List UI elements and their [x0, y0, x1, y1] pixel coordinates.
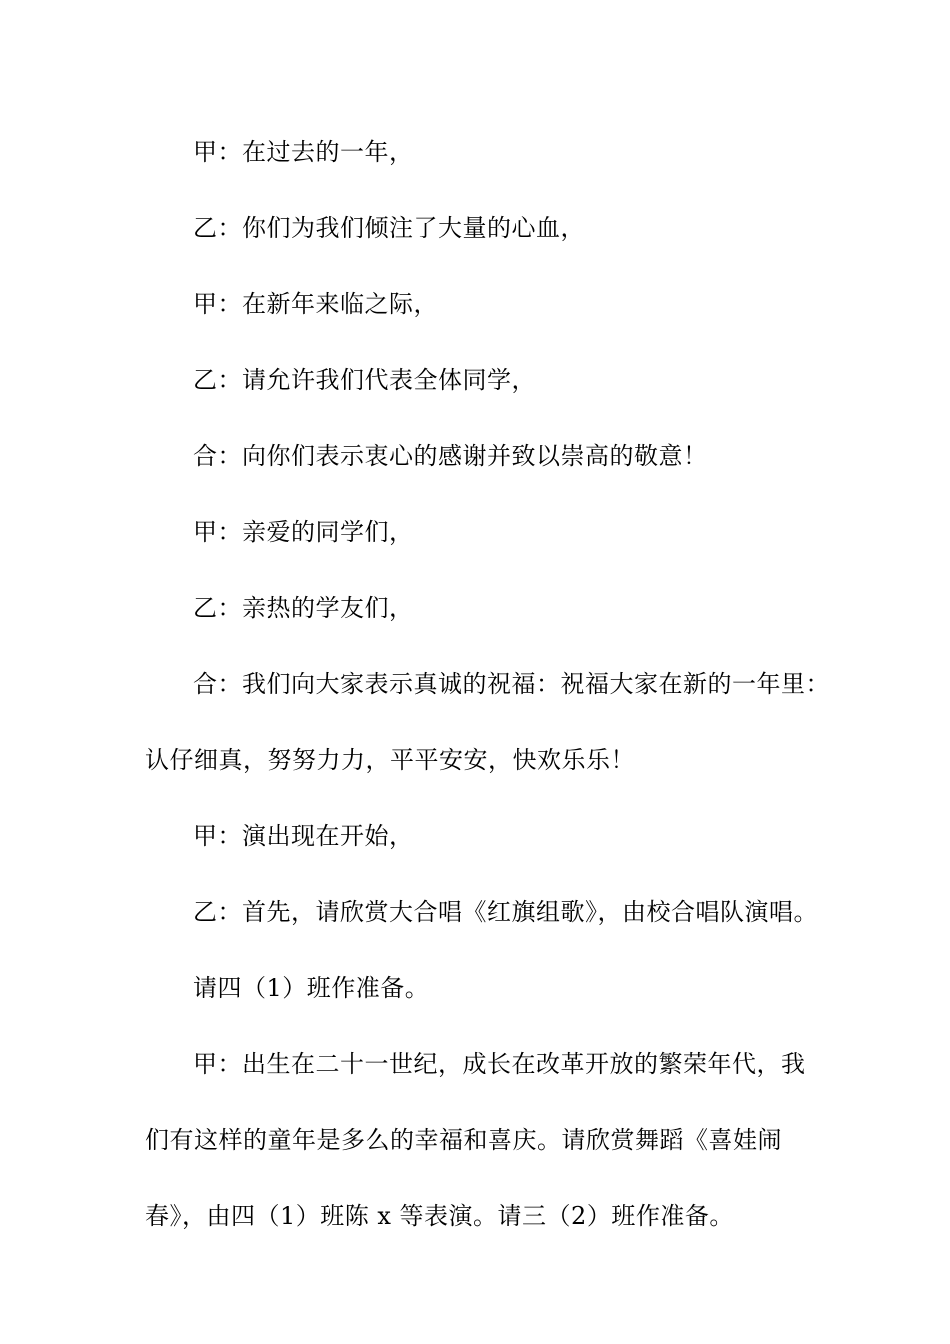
script-line: 甲：在新年来临之际， [193, 290, 438, 318]
script-line: 合：向你们表示衷心的感谢并致以崇高的敬意！ [193, 442, 708, 470]
script-line: 乙：亲热的学友们， [193, 594, 414, 622]
script-line: 乙：首先，请欣赏大合唱《红旗组歌》，由校合唱队演唱。 [193, 898, 818, 926]
script-line: 甲：在过去的一年， [193, 138, 414, 166]
script-line: 甲：出生在二十一世纪，成长在改革开放的繁荣年代，我 [193, 1050, 806, 1078]
script-line: 乙：你们为我们倾注了大量的心血， [193, 214, 585, 242]
script-line: 合：我们向大家表示真诚的祝福：祝福大家在新的一年里： [193, 670, 830, 698]
script-line-continuation: 春》，由四（1）班陈 x 等表演。请三（2）班作准备。 [145, 1202, 734, 1230]
script-line: 乙：请允许我们代表全体同学， [193, 366, 536, 394]
script-line: 甲：演出现在开始， [193, 822, 414, 850]
script-line: 甲：亲爱的同学们， [193, 518, 414, 546]
script-line-continuation: 们有这样的童年是多么的幸福和喜庆。请欣赏舞蹈《喜娃闹 [145, 1126, 782, 1154]
script-line: 请四（1）班作准备。 [193, 974, 430, 1002]
script-line-continuation: 认仔细真，努努力力，平平安安，快欢乐乐！ [145, 746, 635, 774]
